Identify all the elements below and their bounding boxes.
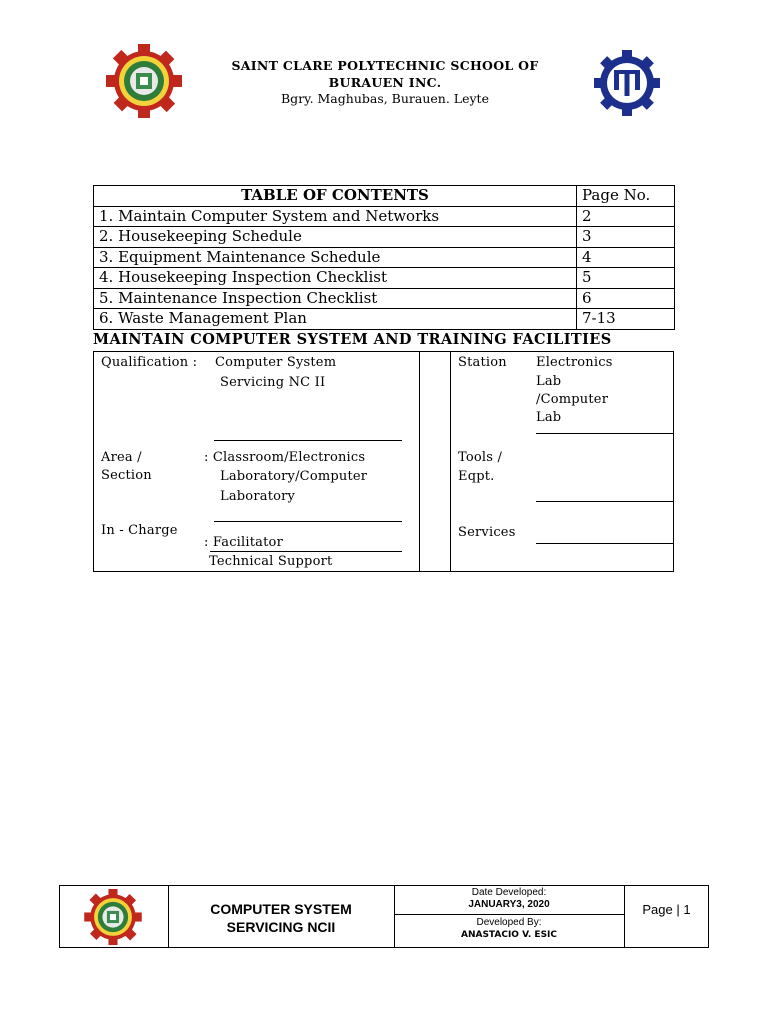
underline — [536, 501, 673, 502]
table-row — [94, 309, 675, 330]
tools-label: Tools / — [458, 450, 503, 465]
station-value: /Computer — [536, 392, 609, 407]
underline — [214, 521, 402, 522]
page-footer — [59, 885, 709, 948]
column-divider — [419, 352, 420, 571]
toc-entry-title: 1. Maintain Computer System and Networks — [94, 206, 577, 227]
underline — [536, 433, 673, 434]
station-label: Station — [458, 355, 507, 370]
tesda-gear-icon — [592, 50, 662, 116]
table-row — [94, 268, 675, 289]
date-developed-label: Date Developed: — [471, 887, 547, 898]
footer-divider — [394, 914, 624, 915]
table-of-contents — [93, 185, 675, 330]
qualification-value: Servicing NC II — [220, 375, 326, 390]
toc-entry-page: 3 — [577, 227, 675, 248]
section-title: MAINTAIN COMPUTER SYSTEM AND TRAINING FACILITIES — [93, 331, 612, 348]
toc-entry-page: 2 — [577, 206, 675, 227]
page-number: Page | 1 — [642, 902, 691, 917]
incharge-value: : Facilitator — [204, 535, 283, 550]
toc-entry-page: 7-13 — [577, 309, 675, 330]
toc-entry-title: 6. Waste Management Plan — [94, 309, 577, 330]
table-row — [94, 206, 675, 227]
toc-entry-title: 2. Housekeeping Schedule — [94, 227, 577, 248]
school-seal-icon — [106, 44, 182, 118]
toc-header-row — [94, 186, 675, 207]
qualification-value: Computer System — [215, 355, 337, 370]
qualification-form — [93, 351, 674, 572]
area-value: : Classroom/Electronics — [204, 450, 366, 465]
toc-entry-page: 6 — [577, 288, 675, 309]
underline — [536, 543, 673, 544]
area-label: Section — [101, 468, 152, 483]
services-label: Services — [458, 525, 516, 540]
school-seal-icon — [82, 889, 144, 945]
qualification-label: Qualification : — [101, 355, 198, 370]
tools-label: Eqpt. — [458, 469, 495, 484]
station-value: Lab — [536, 374, 562, 389]
area-value: Laboratory — [220, 489, 296, 504]
school-address: Bgry. Maghubas, Burauen. Leyte — [281, 91, 489, 106]
toc-title: TABLE OF CONTENTS — [94, 186, 577, 207]
area-label: Area / — [101, 450, 142, 465]
toc-page-header: Page No. — [577, 186, 675, 207]
toc-entry-page: 5 — [577, 268, 675, 289]
developed-by-label: Developed By: — [476, 917, 542, 928]
toc-entry-page: 4 — [577, 247, 675, 268]
toc-entry-title: 5. Maintenance Inspection Checklist — [94, 288, 577, 309]
developed-by-value: ANASTACIO V. ESIC — [460, 930, 558, 940]
toc-entry-title: 4. Housekeeping Inspection Checklist — [94, 268, 577, 289]
underline — [214, 440, 402, 441]
date-developed-value: JANUARY3, 2020 — [468, 899, 550, 910]
column-divider — [450, 352, 451, 571]
school-name: SAINT CLARE POLYTECHNIC SCHOOL OF BURAUEN INC. — [231, 58, 539, 90]
footer-course-title: COMPUTER SYSTEM SERVICING NCII — [210, 901, 352, 935]
station-value: Lab — [536, 410, 562, 425]
table-row — [94, 247, 675, 268]
table-row — [94, 288, 675, 309]
table-row — [94, 227, 675, 248]
area-value: Laboratory/Computer — [220, 469, 368, 484]
station-value: Electronics — [536, 355, 613, 370]
incharge-label: In - Charge — [101, 523, 178, 538]
incharge-value: Technical Support — [209, 554, 333, 569]
toc-entry-title: 3. Equipment Maintenance Schedule — [94, 247, 577, 268]
